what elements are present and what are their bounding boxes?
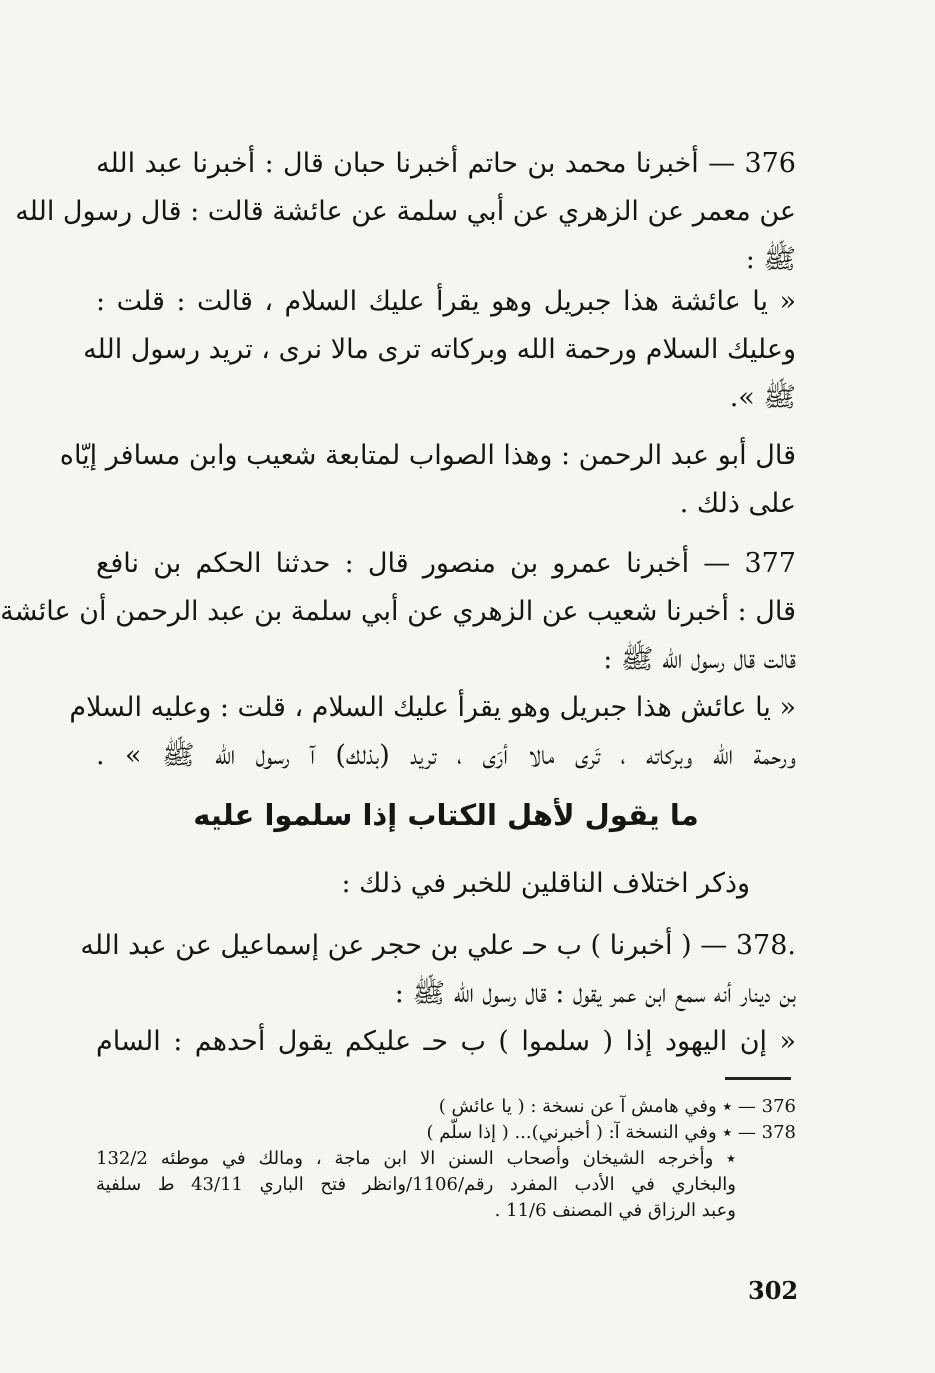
text-line: قالت قال رسول الله ﷺ : [603, 644, 796, 675]
text-line: ورحمة الله وبركاته ، تَرى مالا أرَى ، تريد (بذلك) آ رسول الله ﷺ » . [96, 740, 796, 771]
hadith-376 [15, 140, 796, 284]
footnote: 376 — ٭ وفي هامش آ عن نسخة : ( يا عائش ) [438, 1096, 796, 1117]
text-line: ﷺ ». [729, 382, 796, 413]
text-line: قال أبو عبد الرحمن : وهذا الصواب لمتابعة شعيب وابن مسافر إيّاه [59, 440, 796, 471]
text-line: قال : أخبرنا شعيب عن الزهري عن أبي سلمة بن عبد الرحمن أن عائشة [0, 596, 796, 627]
hadith-378 [80, 922, 796, 1066]
hadith-376-quote [83, 278, 796, 422]
section-title: ما يقول لأهل الكتاب إذا سلموا عليه [193, 798, 699, 832]
text-line: .378 — ( أخبرنا ) ب حـ علي بن حجر عن إسماعيل عن عبد الله [80, 930, 796, 961]
text-line: 377 — أخبرنا عمرو بن منصور قال : حدثنا الحكم بن نافع [96, 548, 796, 579]
text-line: على ذلك . [679, 488, 796, 519]
text-line: وعليك السلام ورحمة الله وبركاته ترى مالا نرى ، تريد رسول الله [83, 334, 796, 365]
author-comment [59, 432, 796, 528]
footnote: ٭ وأخرجه الشيخان وأصحاب السنن الا ابن ماجة ، ومالك في موطئه 132/2 [96, 1148, 736, 1169]
hadith-377 [0, 540, 796, 780]
text-line: « يا عائش هذا جبريل وهو يقرأ عليك السلام ، قلت : وعليه السلام [69, 692, 796, 723]
footnote-divider [725, 1077, 791, 1080]
text-line: « يا عائشة هذا جبريل وهو يقرأ عليك السلام ، قالت : قلت : [96, 286, 796, 317]
text-line: ﷺ : [745, 244, 796, 275]
text-line: 376 — أخبرنا محمد بن حاتم أخبرنا حبان قال : أخبرنا عبد الله [96, 148, 796, 179]
page-number: 302 [748, 1276, 799, 1305]
footnote: 378 — ٭ وفي النسخة آ: ( أخبرني)... ( إذا سلّم ) [426, 1122, 796, 1143]
footnotes [96, 1094, 796, 1224]
footnote: والبخاري في الأدب المفرد رقم/1106/وانظر فتح الباري 43/11 ط سلفية [96, 1174, 736, 1195]
section-intro-block [96, 860, 796, 908]
text-line: عن معمر عن الزهري عن أبي سلمة عن عائشة قالت : قال رسول الله [15, 196, 796, 227]
section-intro: وذكر اختلاف الناقلين للخبر في ذلك : [341, 868, 750, 899]
footnote: وعبد الرزاق في المصنف 11/6 . [494, 1200, 736, 1221]
text-line: « إن اليهود إذا ( سلموا ) ب حـ عليكم يقول أحدهم : السام [96, 1026, 796, 1057]
text-line: بن دينار أنه سمع ابن عمر يقول : قال رسول الله ﷺ : [394, 978, 796, 1009]
